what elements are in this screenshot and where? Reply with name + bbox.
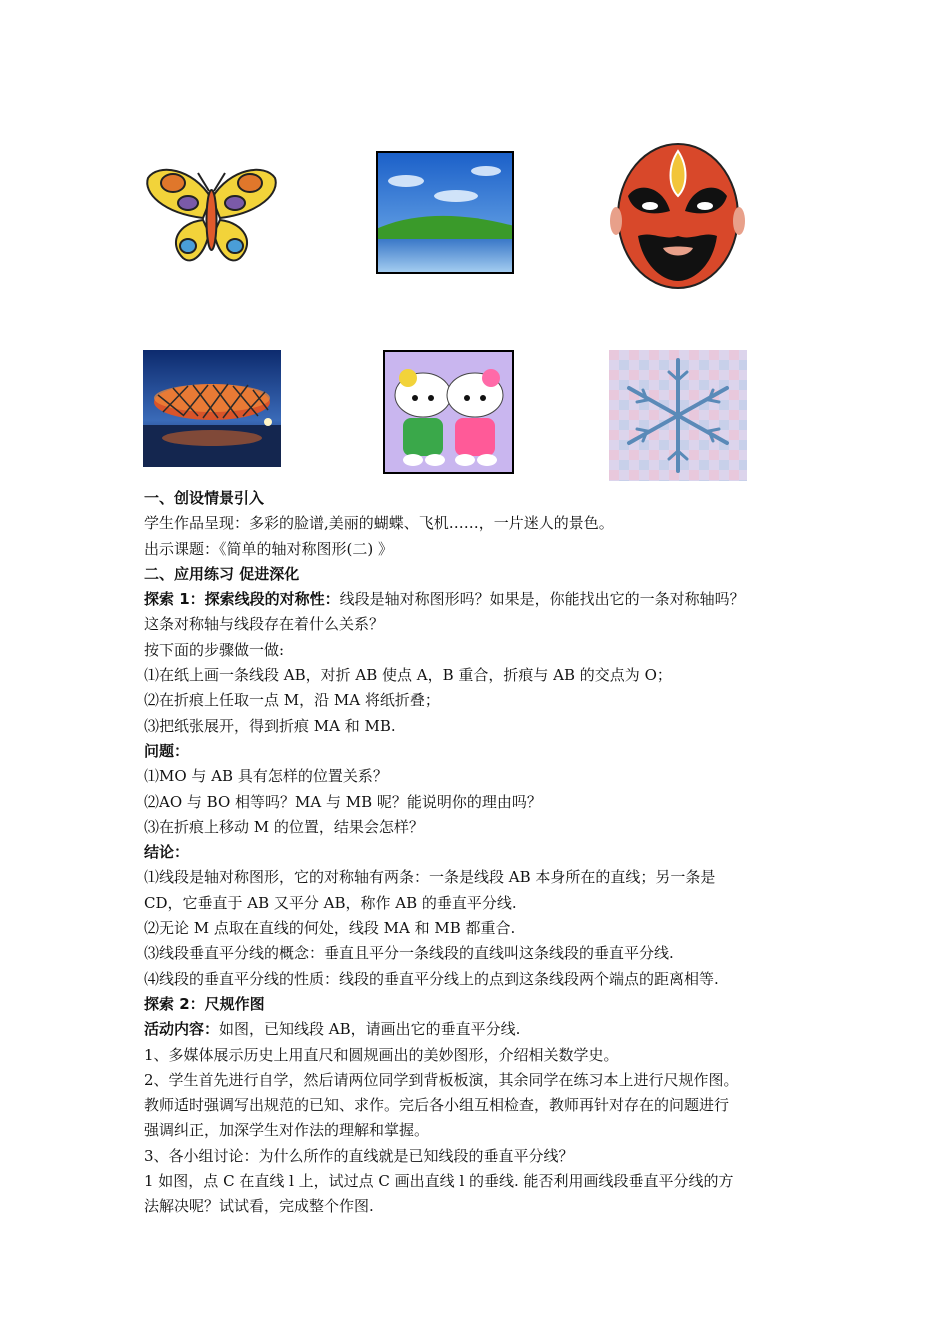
step-item: ⑴在纸上画一条线段 AB，对折 AB 使点 A，B 重合，折痕与 AB 的交点为 O；: [144, 666, 672, 685]
opera-mask-image: [608, 136, 747, 296]
conclusion-item: ⑷线段的垂直平分线的性质：线段的垂直平分线上的点到这条线段两个端点的距离相等.: [144, 969, 719, 988]
explore2-item: 2、学生首先进行自学，然后请两位同学到背板板演，其余同学在练习本上进行尺规作图。: [144, 1070, 739, 1089]
section1-title: 一、创设情景引入: [144, 489, 265, 507]
question-item: ⑶在折痕上移动 M 的位置，结果会怎样？: [144, 817, 424, 836]
explore2-item: 强调纠正，加深学生对作法的理解和掌握。: [144, 1121, 430, 1140]
hello-kitty-image: [383, 350, 514, 474]
snowflake-image: [609, 350, 747, 481]
conclusion-item: CD，它垂直于 AB 又平分 AB，称作 AB 的垂直平分线.: [144, 893, 517, 912]
explore2-item: 教师适时强调写出规范的已知、求作。完后各小组互相检查，教师再针对存在的问题进行: [144, 1096, 730, 1115]
question-item: ⑵AO 与 BO 相等吗？MA 与 MB 呢？能说明你的理由吗？: [144, 792, 542, 811]
conclusion-item: ⑶线段垂直平分线的概念：垂直且平分一条线段的直线叫这条线段的垂直平分线.: [144, 944, 674, 963]
section1-line1: 学生作品呈现：多彩的脸谱,美丽的蝴蝶、飞机……，一片迷人的景色。: [144, 514, 614, 533]
explore1-text1: 线段是轴对称图形吗？如果是，你能找出它的一条对称轴吗？: [339, 590, 745, 609]
section1-line2: 出示课题：《简单的轴对称图形(二) 》: [144, 539, 393, 558]
explore2-label: 探索 2：尺规作图: [144, 994, 265, 1013]
step-item: ⑶把纸张展开，得到折痕 MA 和 MB.: [144, 716, 396, 735]
step-item: ⑵在折痕上任取一点 M，沿 MA 将纸折叠；: [144, 691, 440, 710]
landscape-image: [376, 151, 514, 274]
explore2-item: 3、各小组讨论：为什么所作的直线就是已知线段的垂直平分线？: [144, 1146, 574, 1165]
questions-label: 问题：: [144, 741, 190, 760]
conclusion-label: 结论：: [144, 843, 190, 862]
explore2-item: 1 如图，点 C 在直线 l 上，试过点 C 画出直线 l 的垂线. 能否利用画线段垂直平分线的方: [144, 1172, 734, 1191]
question-item: ⑴MO 与 AB 具有怎样的位置关系？: [144, 767, 388, 786]
explore2-item: 法解决呢？试试看，完成整个作图.: [144, 1197, 374, 1216]
document-body: [144, 486, 824, 1220]
birds-nest-stadium-image: [143, 350, 281, 467]
explore1-label: 探索 1：探索线段的对称性：: [144, 590, 340, 609]
conclusion-item: ⑵无论 M 点取在直线的何处，线段 MA 和 MB 都重合.: [144, 919, 516, 938]
activity-text: 如图，已知线段 AB，请画出它的垂直平分线.: [219, 1020, 521, 1039]
conclusion-item: ⑴线段是轴对称图形，它的对称轴有两条：一条是线段 AB 本身所在的直线；另一条是: [144, 868, 716, 887]
butterfly-image: [143, 158, 280, 273]
section2-title: 二、应用练习 促进深化: [144, 564, 300, 583]
activity-line: [144, 1017, 824, 1042]
activity-label: 活动内容：: [144, 1020, 220, 1039]
explore2-item: 1、多媒体展示历史上用直尺和圆规画出的美妙图形，介绍相关数学史。: [144, 1045, 619, 1064]
explore1-header: [144, 587, 824, 612]
steps-intro: 按下面的步骤做一做:: [144, 640, 285, 659]
explore1-text2: 这条对称轴与线段存在着什么关系？: [144, 615, 385, 634]
